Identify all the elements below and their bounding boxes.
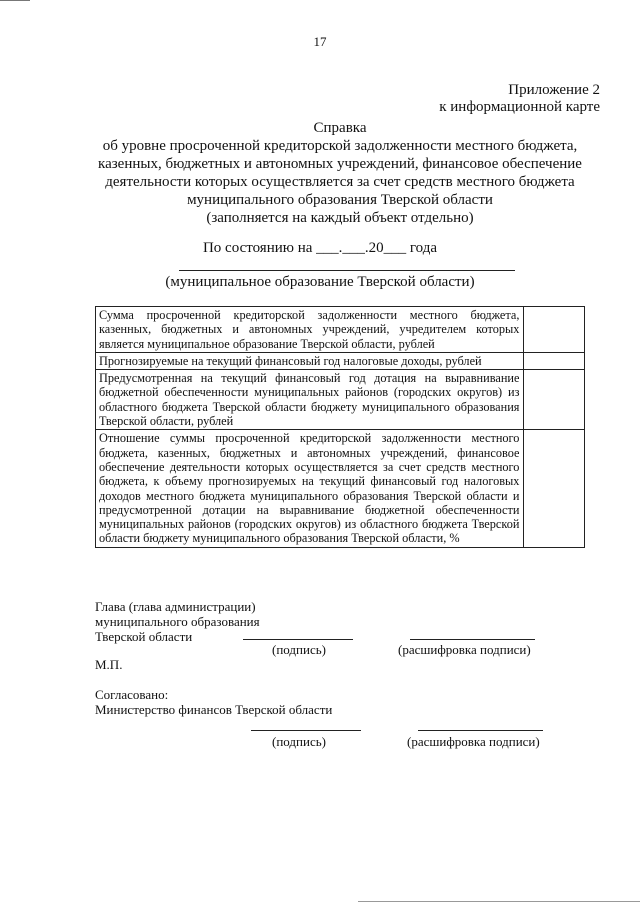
page-number: 17	[313, 34, 327, 49]
appendix-line-1: Приложение 2	[508, 82, 600, 98]
agreed-label: Согласовано:	[95, 687, 169, 702]
head-decoding-line	[410, 639, 535, 640]
agreed-decoding-caption: (расшифровка подписи)	[407, 734, 540, 749]
head-title-line-2: муниципального образования	[95, 614, 260, 629]
row-label: Прогнозируемые на текущий финансовый год налоговые доходы, рублей	[96, 352, 524, 369]
table-row	[96, 430, 585, 547]
scan-edge-mark	[358, 901, 640, 902]
agreed-decoding-line	[418, 730, 543, 731]
municipality-caption: (муниципальное образование Тверской области)	[165, 274, 475, 290]
row-value-cell[interactable]	[524, 430, 585, 547]
head-title-line-3: Тверской области	[95, 629, 193, 644]
head-signature-line	[243, 639, 353, 640]
as-of-date-line: По состоянию на ___.___.20___ года	[202, 240, 438, 256]
agreed-signature-line	[251, 730, 361, 731]
row-value-cell[interactable]	[524, 307, 585, 353]
appendix-line-2: к информационной карте	[439, 99, 600, 115]
municipality-blank-line	[179, 270, 515, 271]
title-line-4: муниципального образования Тверской области	[187, 192, 493, 208]
table-row	[96, 352, 585, 369]
row-value-cell[interactable]	[524, 352, 585, 369]
agreed-signature-caption: (подпись)	[272, 734, 326, 749]
head-title-line-1: Глава (глава администрации)	[95, 599, 256, 614]
row-label: Отношение суммы просроченной кредиторской задолженности местного бюджета, казенных, бюджетных и автономных учреждений, финансовое обеспечение деятельности которых осуществляется за счет средств местного бюджета, к объему прогнозируемых на текущий финансовый год налоговых доходов местного бюджета муниципального образования Тверской области и предусмотренной дотации на выравнивание бюджетной обеспеченности муниципальных районов (городских округов) из областного бюджета Тверской области бюджету муниципального образования Тверской области, %	[96, 430, 524, 547]
title-line-3: деятельности которых осуществляется за счет средств местного бюджета	[105, 174, 575, 190]
table-row	[96, 370, 585, 430]
row-value-cell[interactable]	[524, 370, 585, 430]
document-title	[80, 119, 600, 227]
title-line-5: (заполняется на каждый объект отдельно)	[206, 210, 474, 226]
title-line-2: казенных, бюджетных и автономных учреждений, финансовое обеспечение	[98, 156, 582, 172]
appendix-header	[439, 82, 600, 116]
title-line-1: об уровне просроченной кредиторской задолженности местного бюджета,	[102, 138, 578, 154]
row-label: Предусмотренная на текущий финансовый год дотация на выравнивание бюджетной обеспеченности муниципальных районов (городских округов) из областного бюджета Тверской области бюджету муниципального образования Тверской области, рублей	[96, 370, 524, 430]
stamp-label: М.П.	[95, 657, 123, 672]
head-signature-caption: (подпись)	[272, 642, 326, 657]
indicators-table	[95, 306, 585, 548]
table-row	[96, 307, 585, 353]
scan-edge-mark	[0, 0, 30, 1]
row-label: Сумма просроченной кредиторской задолженности местного бюджета, казенных, бюджетных и автономных учреждений, учредителем которых является муниципальное образование Тверской области, рублей	[96, 307, 524, 353]
head-decoding-caption: (расшифровка подписи)	[398, 642, 531, 657]
agreed-organization: Министерство финансов Тверской области	[95, 702, 333, 717]
title-heading: Справка	[313, 120, 367, 136]
